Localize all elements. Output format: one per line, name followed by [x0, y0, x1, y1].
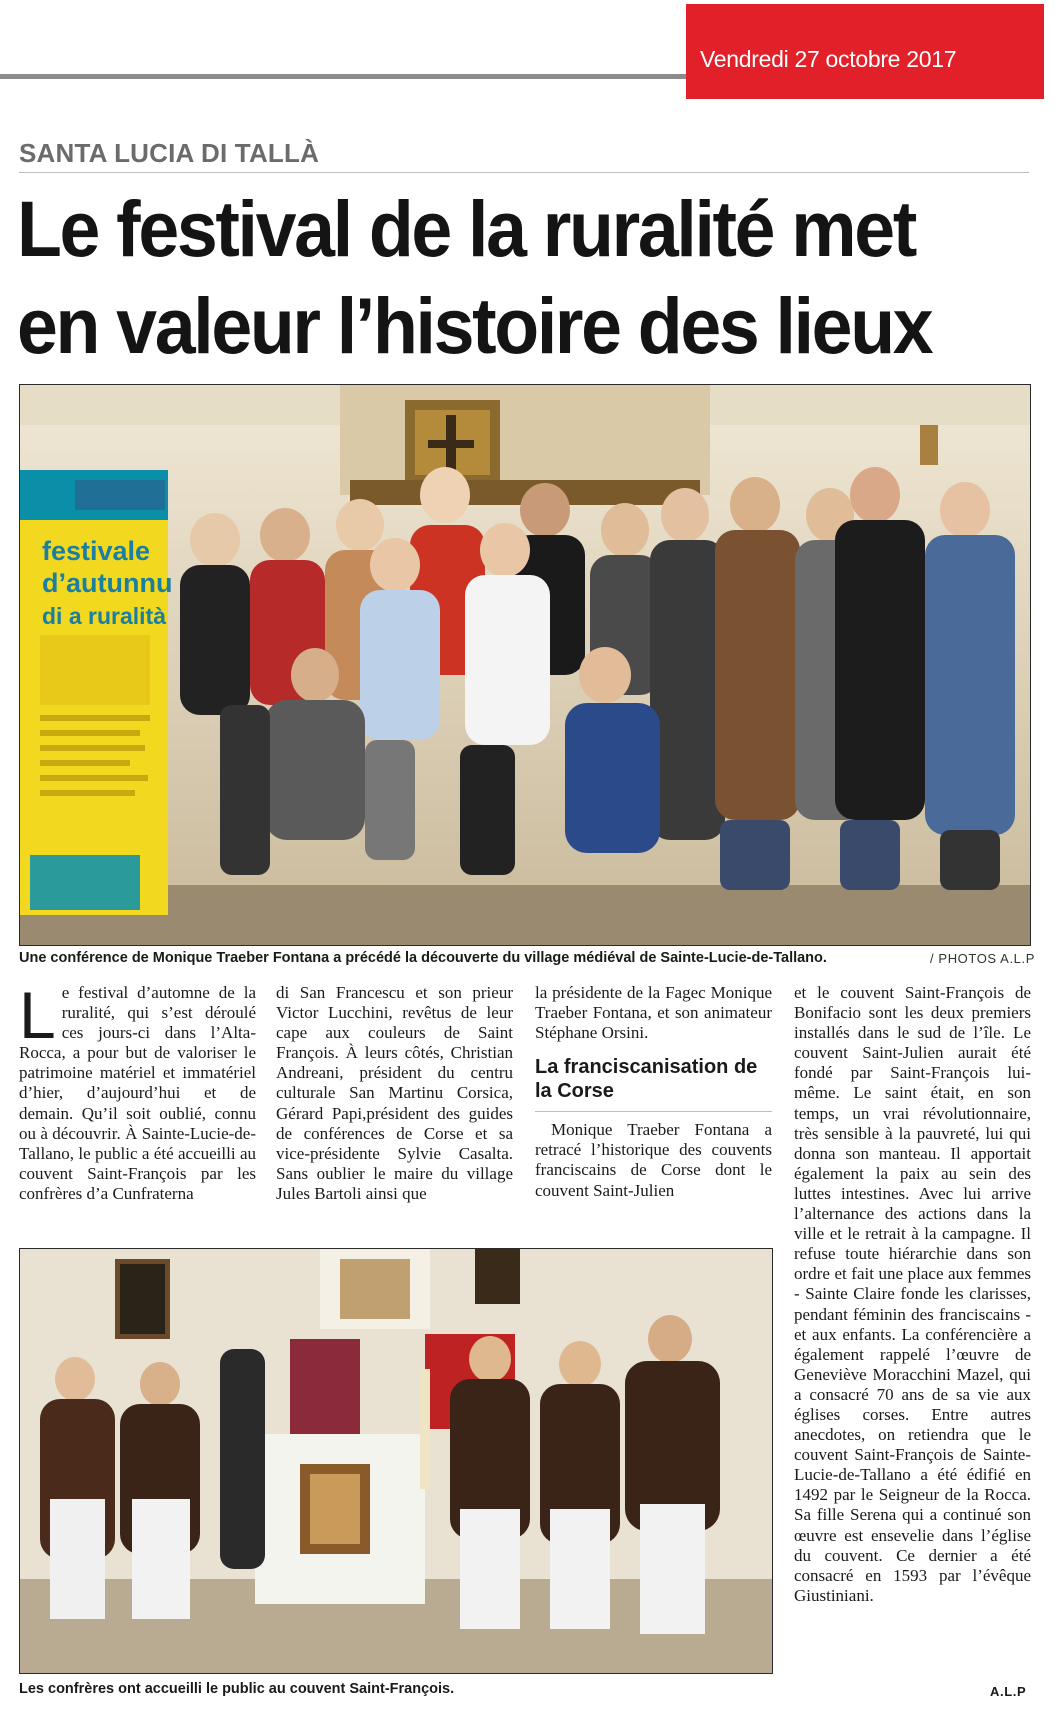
kicker-rule: [19, 172, 1029, 173]
column-4: [794, 983, 1031, 1606]
headline: [17, 180, 966, 374]
top-rule: [0, 74, 686, 79]
group-photo: [19, 384, 1031, 946]
poster-title-1: festivale: [42, 536, 151, 566]
kicker: SANTA LUCIA DI TALLÀ: [19, 138, 320, 168]
col2-paragraph: di San Francescu et son prieur Victor Lucchini, revêtus de leur cape aux couleurs de Saint François. À leurs côtés, Christian Andreani, président du centru culturale San Martinu Corsica, Gérard Papi,président des guides de conférences de Corse et sa vice-présidente Sylvie Casalta. Sans oublier le maire du village Jules Bartoli ainsi que: [276, 983, 513, 1203]
drop-cap: L: [19, 978, 56, 1052]
author-signature: A.L.P: [990, 1684, 1027, 1699]
col3-paragraph-2: Monique Traeber Fontana a retracé l’historique des couvents franciscains de Corse dont le couvent Saint-Julien: [535, 1120, 772, 1200]
col1-paragraph: e festival d’automne de la ruralité, qui s’est déroulé ces jours-ci dans l’Alta-Rocca, a pour but de valoriser le patrimoine matériel et immatériel d’hier, d’aujourd’hui et de demain. Qu’il soit oublié, connu ou à découvrir. À Sainte-Lucie-de-Tallano, le public a été accueilli au couvent Saint-François par les confrères d’a Cunfraterna: [19, 983, 256, 1203]
headline-line-2: en valeur l’histoire des lieux: [17, 281, 932, 370]
col4-paragraph: et le couvent Saint-François de Bonifacio sont les deux premiers installés dans le sud de l’île. Le couvent Saint-Julien aurait été fondé par Saint-François lui-même. Le saint était, en son temps, un vrai révolutionnaire, très sensible à la pauvreté, lui qui donna son manteau. Il apportait également la paix au sein des luttes intestines. Avec lui arrive l’alternance des actions dans la ville et le retrait à la campagne. Il refuse toute hiérarchie dans son ordre et fait une place aux femmes - Sainte Claire fonde les clarisses, pendant féminin des franciscains - et aux enfants. La conférencière a également rappelé l’œuvre de Geneviève Moracchini Mazel, qui a consacré 70 ans de sa vie aux églises corses. Entre autres anecdotes, on retiendra que le couvent Saint-François de Sainte-Lucie-de-Tallano a été édifié en 1492 par le Seigneur de la Rocca. Sa fille Serena qui a continué son œuvre est ensevelie dans l’église du couvent. Ce dernier a été consacré en 1593 par l’évêque Giustiniani.: [794, 983, 1031, 1605]
issue-date: Vendredi 27 octobre 2017: [700, 46, 957, 72]
column-2: [276, 983, 513, 1204]
poster-title-3: di a ruralità: [42, 603, 166, 629]
column-1: [19, 978, 256, 1204]
confreres-photo: [19, 1248, 773, 1674]
column-3: [535, 983, 772, 1201]
second-photo-caption: Les confrères ont accueilli le public au couvent Saint-François.: [19, 1681, 455, 1697]
subheading: La franciscanisation de la Corse: [535, 1055, 772, 1112]
poster-title-2: d’autunnu: [42, 568, 173, 598]
photo-credit: / PHOTOS A.L.P: [930, 951, 1035, 966]
headline-line-1: Le festival de la ruralité met: [17, 184, 915, 273]
main-photo-caption: Une conférence de Monique Traeber Fontana a précédé la découverte du village médiéval de Sainte-Lucie-de-Tallano.: [19, 950, 827, 966]
col3-paragraph: la présidente de la Fagec Monique Traeber Fontana, et son animateur Stéphane Orsini.: [535, 983, 772, 1043]
